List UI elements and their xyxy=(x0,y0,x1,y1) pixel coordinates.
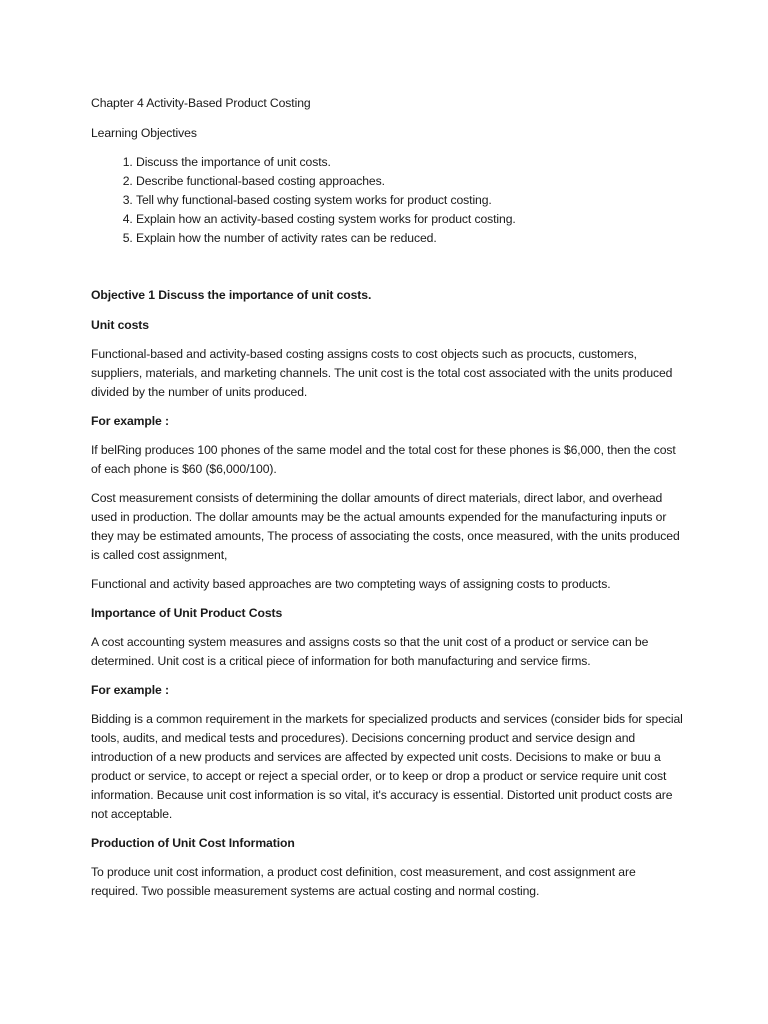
cost-measurement-paragraph: Cost measurement consists of determining the dollar amounts of direct materials, direct labor, and overhead used in production. The dollar amounts may be the actual amounts expended for the manufacturing inputs or they may be estimated amounts, The process of associating the costs, once measured, with the units produced is called cost assignment, xyxy=(91,491,680,562)
objective-item: 2. Describe functional-based costing approaches. xyxy=(136,172,686,191)
production-paragraph: To produce unit cost information, a product cost definition, cost measurement, and cost assignment are required. Two possible measurement systems are actual costing and normal costing. xyxy=(91,865,636,898)
objective-item: 3. Tell why functional-based costing system works for product costing. xyxy=(136,191,686,210)
unit-costs-paragraph: Functional-based and activity-based costing assigns costs to cost objects such as procucts, customers, suppliers, materials, and marketing channels. The unit cost is the total cost associated with the units produced divided by the number of units produced. xyxy=(91,347,673,399)
objectives-list xyxy=(91,153,686,248)
objective-item: 5. Explain how the number of activity rates can be reduced. xyxy=(136,229,686,248)
unit-costs-heading: Unit costs xyxy=(91,318,149,332)
objective-item: 4. Explain how an activity-based costing system works for product costing. xyxy=(136,210,686,229)
learning-objectives-heading: Learning Objectives xyxy=(91,126,197,140)
for-example-label: For example : xyxy=(91,414,169,428)
objective-1-heading: Objective 1 Discuss the importance of unit costs. xyxy=(91,288,372,302)
importance-heading: Importance of Unit Product Costs xyxy=(91,606,283,620)
objective-item: 1. Discuss the importance of unit costs. xyxy=(136,153,686,172)
for-example-label: For example : xyxy=(91,683,169,697)
production-heading: Production of Unit Cost Information xyxy=(91,836,295,850)
chapter-title: Chapter 4 Activity-Based Product Costing xyxy=(91,96,311,110)
importance-paragraph: A cost accounting system measures and assigns costs so that the unit cost of a product or service can be determined. Unit cost is a critical piece of information for both manufacturing and service firms. xyxy=(91,635,649,668)
bidding-paragraph: Bidding is a common requirement in the markets for specialized products and services (consider bids for special tools, audits, and medical tests and procedures). Decisions concerning product and service design and introduction of a new products and services are affected by expected unit costs. Decisions to make or buu a product or service, to accept or reject a special order, or to keep or drop a product or service require unit cost information. Because unit cost information is so vital, it's accuracy is essential. Distorted unit product costs are not acceptable. xyxy=(91,712,683,821)
belring-example-paragraph: If belRing produces 100 phones of the same model and the total cost for these phones is $6,000, then the cost of each phone is $60 ($6,000/100). xyxy=(91,443,676,476)
competing-approaches-paragraph: Functional and activity based approaches are two compteting ways of assigning costs to products. xyxy=(91,577,611,591)
